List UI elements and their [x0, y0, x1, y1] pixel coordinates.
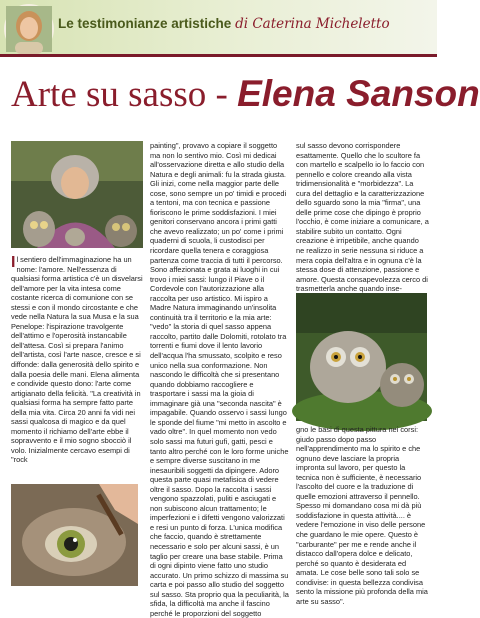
section-title-text: Le testimonianze artistiche	[58, 16, 232, 31]
article-title-name: Elena Sanson	[237, 73, 480, 114]
article-title	[11, 74, 480, 115]
drop-cap: I	[11, 254, 16, 271]
columnist-avatar	[4, 4, 54, 54]
section-title	[58, 16, 390, 32]
artist-photo	[11, 141, 143, 248]
eye-painting-photo	[11, 484, 138, 586]
article-column-1-text: l sentiero dell'immaginazione ha un nome: l'amore. Nell'essenza di qualsiasi forma artistica c'è un disvelarsi dell'amore per la vita intesa come costante ricerca di comunione con se stessi e con il mondo circostante e che vede nella Natura la sua Musa e la sua Penelope: l'ispirazione travolgente dell'attimo e l'operosità instancabile dell'attesa. Così si prepara l'animo dell'artista, così l'arte nasce, cresce e si diffonde: dalla generosità dello spirito e dalla poesia delle mani. Elena alimenta e condivide questo dono: l'arte come artigianato della felicità. "La creatività in qualsiasi forma ha sempre fatto parte della mia vita. Circa 20 anni fa vidi nei sassi qualcosa di magico e da quel momento il richiamo dell'arte ebbe il sopravvento e il mio sogno sbocciò il volo. Inizialmente cercavo esempi di "rock	[11, 255, 143, 465]
section-author: di Caterina Micheletto	[235, 16, 390, 32]
article-column-2: painting", provavo a copiare il soggetto ma non lo sentivo mio. Così mi dedicai all'osservazione diretta e allo studio della Natura e degli animali: fu la strada giusta. Gli inizi, come nella maggior parte delle cose, sono sempre un po' timidi e procedi a tentoni, ma con tecnica e passione fioriscono le prime soddisfazioni. I miei genitori conservano ancora i primi gatti che avevo realizzato; un po' come i primi quaderni di scuola, li custodisci per ricordare quella tenera e coraggiosa partenza come traccia di tutti il percorso. Sono affezionata e grata ai luoghi in cui trovo i miei sassi: lungo il Piave o il Cordevole con l'autorizzazione alla raccolta per uso artistico. Mi ispiro a Madre Natura immaginando un'insolita continuità tra il territorio e la mia arte: "vedo" la storia di quel sasso appena raccolto, partito dalle Dolomiti, rotolato tra torrenti e fiumi dove il lento lavorio dell'acqua l'ha smussato, scolpito e reso unico nella sua conformazione. Non nascondo le difficoltà che si presentano quando dobbiamo raccogliere e trasportare i sassi ma la gioia di immaginare già una "seconda nascita" è impagabile. Quando osservo i sassi lungo le sponde del fiume "mi metto in ascolto e vado oltre". In quel momento non vedo solo sassi ma futuri gufi, gatti, pesci e tanto altro perché con le loro forme uniche e sempre diverse suscitano in me inesauribili soggetti da dipingere. Adoro questa parte quasi metafisica di vedere oltre il sasso. Dopo la raccolta i sassi vengono spazzolati, puliti e asciugati e non subiscono alcun trattamento; le imperfezioni e i difetti vengono valorizzati e resi un punto di forza. L'unica modifica che faccio, quando è strettamente necessario e solo per alcuni sassi, è un taglio per creare una base stabile. Prima di ogni dipinto viene fatto uno studio accurato. Un primo schizzo di massima su carta e poi passo allo studio del soggetto sul sasso. Sta proprio qua la peculiarità, la sfida, la difficoltà ma anche il fascino perché le proporzioni del soggetto	[150, 141, 289, 618]
owl-stones-photo	[296, 293, 427, 421]
header-divider	[0, 54, 437, 57]
article-column-3-top: sul sasso devono corrispondere esattamente. Quello che lo scultore fa con martello e scalpello io lo faccio con pennello e colore creando alla vista tridimensionalità e "morbidezza". La cura del dettaglio e la caratterizzazione dello sguardo sono la mia "firma", una delle prime cose che dipingo è proprio l'occhio, è come iniziare a comunicare, a stabilire subito un contatto. Ogni creazione è irripetibile, anche quando ne realizzo in serie nessuna si riduce a mera copia dell'altra e in ognuna c'è la stessa dose di attenzione, passione e amore. Questa consapevolezza cerco di trasmetterla anche quando inse-	[296, 141, 429, 294]
article-column-3-bottom: gno le basi di questa pittura nei corsi: giudo passo dopo passo nell'apprendimento ma lo spirito e che ognuno deve lasciare la propria impronta sul lavoro, per questo la tecnica non è sufficiente, è necessario l'ascolto del cuore e la traduzione di quelle emozioni attraverso il pennello. Spesso mi domandano cosa mi dà più soddisfazione in questa attività.... è vedere l'emozione in viso delle persone che guardano le mie opere. Questo è "carburante" per me e rende anche il distacco dall'opera dolce e delicato, perché so quanto è desiderata ed amata. Le cose belle sono tali solo se condivise: in questa bellezza condivisa sento la missione più profonda della mia arte su sasso".	[296, 425, 428, 606]
article-column-1	[11, 255, 143, 465]
article-title-prefix: Arte su sasso -	[11, 74, 228, 115]
